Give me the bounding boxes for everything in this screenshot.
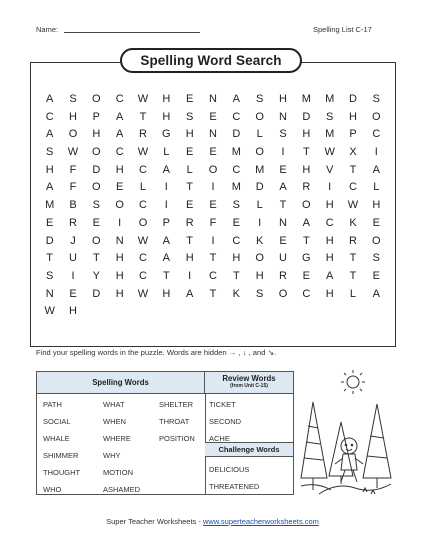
grid-letter[interactable]: O bbox=[68, 128, 78, 141]
grid-letter[interactable]: T bbox=[162, 269, 170, 282]
review-words-header bbox=[205, 372, 293, 394]
grid-letter[interactable]: C bbox=[45, 110, 54, 123]
grid-letter[interactable]: L bbox=[256, 128, 263, 141]
grid-letter[interactable]: D bbox=[255, 181, 264, 194]
grid-letter[interactable]: H bbox=[325, 199, 334, 212]
grid-letter[interactable]: E bbox=[232, 216, 240, 229]
grid-letter[interactable]: K bbox=[232, 287, 240, 300]
grid-letter[interactable]: U bbox=[69, 252, 77, 265]
grid-letter[interactable]: E bbox=[279, 163, 287, 176]
grid-letter[interactable]: W bbox=[67, 145, 79, 158]
grid-letter[interactable]: T bbox=[232, 269, 240, 282]
grid-letter[interactable]: W bbox=[44, 305, 55, 318]
grid-letter[interactable]: R bbox=[279, 269, 287, 282]
review-word: TICKET bbox=[209, 400, 236, 409]
grid-letter[interactable]: C bbox=[232, 234, 241, 247]
grid-letter[interactable]: T bbox=[349, 269, 357, 282]
grid-letter[interactable]: C bbox=[372, 128, 381, 141]
grid-letter[interactable]: H bbox=[349, 110, 357, 123]
grid-letter[interactable]: N bbox=[279, 216, 287, 229]
grid-letter[interactable]: A bbox=[302, 216, 310, 229]
grid-letter[interactable]: F bbox=[69, 181, 77, 194]
grid-letter[interactable]: A bbox=[162, 252, 170, 265]
grid-letter[interactable]: S bbox=[255, 92, 264, 105]
grid-letter[interactable]: S bbox=[279, 128, 287, 141]
grid-letter[interactable]: K bbox=[349, 216, 357, 229]
grid-letter[interactable]: E bbox=[372, 269, 380, 282]
grid-letter[interactable]: N bbox=[209, 92, 217, 105]
grid-letter[interactable]: S bbox=[325, 110, 334, 123]
grid-letter[interactable]: M bbox=[301, 92, 311, 105]
grid-letter[interactable]: E bbox=[372, 216, 380, 229]
challenge-words-header-text: Challenge Words bbox=[218, 445, 280, 454]
grid-letter[interactable]: L bbox=[349, 287, 357, 300]
grid-letter[interactable]: C bbox=[139, 269, 147, 282]
footer-prefix: Super Teacher Worksheets - bbox=[106, 517, 203, 526]
grid-letter[interactable]: A bbox=[372, 287, 380, 300]
grid-letter[interactable]: A bbox=[279, 181, 287, 194]
grid-letter[interactable]: E bbox=[115, 181, 124, 194]
grid-letter[interactable]: T bbox=[302, 234, 310, 247]
grid-letter[interactable]: P bbox=[349, 128, 357, 141]
grid-letter[interactable]: O bbox=[255, 252, 264, 265]
grid-letter[interactable]: D bbox=[232, 128, 241, 141]
grid-letter[interactable]: A bbox=[45, 181, 54, 194]
page-title-text: Spelling Word Search bbox=[140, 53, 282, 68]
grid-letter[interactable]: C bbox=[232, 163, 241, 176]
grid-letter[interactable]: O bbox=[372, 110, 381, 123]
grid-letter[interactable]: R bbox=[349, 234, 357, 247]
grid-letter[interactable]: H bbox=[325, 252, 334, 265]
spelling-word: WHY bbox=[103, 451, 121, 460]
grid-letter[interactable]: H bbox=[115, 287, 124, 300]
footer-link[interactable]: www.superteacherworksheets.com bbox=[202, 517, 319, 526]
grid-letter[interactable]: H bbox=[185, 128, 194, 141]
grid-letter[interactable]: H bbox=[115, 163, 124, 176]
grid-letter[interactable]: S bbox=[45, 269, 54, 282]
grid-letter[interactable]: N bbox=[209, 128, 217, 141]
grid-letter[interactable]: I bbox=[281, 145, 285, 158]
grid-letter[interactable]: T bbox=[186, 234, 194, 247]
grid-letter[interactable]: L bbox=[256, 199, 263, 212]
grid-letter[interactable]: E bbox=[185, 145, 194, 158]
grid-letter[interactable]: S bbox=[372, 92, 380, 105]
grid-letter[interactable]: A bbox=[325, 269, 334, 282]
grid-letter[interactable]: T bbox=[209, 252, 217, 265]
letter-grid bbox=[38, 90, 388, 338]
grid-letter[interactable]: O bbox=[278, 287, 288, 300]
grid-letter[interactable]: O bbox=[92, 92, 101, 105]
grid-letter[interactable]: T bbox=[92, 252, 100, 265]
spelling-word: WHALE bbox=[43, 434, 70, 443]
grid-letter[interactable]: S bbox=[232, 199, 240, 212]
grid-letter[interactable]: W bbox=[137, 92, 149, 105]
grid-letter[interactable]: I bbox=[211, 181, 215, 194]
grid-letter[interactable]: E bbox=[279, 234, 287, 247]
grid-letter[interactable]: I bbox=[164, 199, 168, 212]
grid-letter[interactable]: C bbox=[139, 163, 147, 176]
grid-letter[interactable]: N bbox=[279, 110, 287, 123]
grid-letter[interactable]: E bbox=[185, 199, 194, 212]
grid-letter[interactable]: O bbox=[92, 181, 101, 194]
grid-letter[interactable]: I bbox=[211, 234, 215, 247]
grid-letter[interactable]: D bbox=[92, 163, 101, 176]
grid-letter[interactable]: I bbox=[328, 181, 332, 194]
grid-letter[interactable]: K bbox=[255, 234, 264, 247]
grid-letter[interactable]: C bbox=[115, 145, 124, 158]
review-words-header-text: Review Words bbox=[222, 374, 276, 383]
grid-letter[interactable]: H bbox=[302, 128, 311, 141]
grid-letter[interactable]: E bbox=[209, 145, 217, 158]
grid-letter[interactable]: A bbox=[45, 128, 54, 141]
grid-letter[interactable]: W bbox=[137, 287, 149, 300]
grid-letter[interactable]: E bbox=[92, 216, 100, 229]
grid-letter[interactable]: L bbox=[373, 181, 380, 194]
grid-letter[interactable]: J bbox=[70, 234, 76, 247]
grid-letter[interactable]: T bbox=[139, 110, 147, 123]
grid-letter[interactable]: H bbox=[115, 252, 124, 265]
grid-letter[interactable]: H bbox=[162, 92, 171, 105]
grid-letter[interactable]: L bbox=[163, 145, 170, 158]
spelling-word: WHO bbox=[43, 485, 62, 494]
challenge-word: THREATENED bbox=[209, 482, 260, 491]
grid-letter[interactable]: C bbox=[349, 181, 357, 194]
grid-letter[interactable]: I bbox=[188, 269, 192, 282]
grid-letter[interactable]: S bbox=[69, 92, 77, 105]
name-label: Name: bbox=[36, 25, 59, 34]
grid-letter[interactable]: L bbox=[186, 163, 193, 176]
grid-letter[interactable]: B bbox=[69, 199, 77, 212]
grid-letter[interactable]: T bbox=[349, 252, 357, 265]
grid-letter[interactable]: R bbox=[185, 216, 194, 229]
grid-letter[interactable]: F bbox=[209, 216, 217, 229]
grid-letter[interactable]: I bbox=[71, 269, 75, 282]
grid-letter[interactable]: H bbox=[69, 110, 77, 123]
grid-letter[interactable]: M bbox=[231, 145, 241, 158]
grid-letter[interactable]: A bbox=[185, 287, 194, 300]
grid-letter[interactable]: E bbox=[69, 287, 77, 300]
worksheet-header bbox=[0, 0, 425, 34]
spelling-word: THROAT bbox=[159, 417, 190, 426]
grid-letter[interactable]: U bbox=[279, 252, 287, 265]
grid-letter[interactable]: R bbox=[139, 128, 147, 141]
spelling-word: WHERE bbox=[103, 434, 131, 443]
grid-letter[interactable]: D bbox=[302, 110, 311, 123]
grid-letter[interactable]: H bbox=[279, 92, 287, 105]
grid-letter[interactable]: W bbox=[137, 234, 149, 247]
grid-letter[interactable]: T bbox=[302, 145, 310, 158]
name-input-line[interactable] bbox=[64, 32, 200, 33]
grid-letter[interactable]: M bbox=[325, 92, 335, 105]
grid-letter[interactable]: C bbox=[232, 110, 241, 123]
grid-letter[interactable]: O bbox=[372, 234, 381, 247]
grid-letter[interactable]: D bbox=[349, 92, 357, 105]
grid-letter[interactable]: D bbox=[92, 287, 101, 300]
grid-letter[interactable]: I bbox=[258, 216, 262, 229]
review-word: ACHE bbox=[209, 434, 230, 443]
spelling-word: MOTION bbox=[103, 468, 133, 477]
grid-letter[interactable]: M bbox=[255, 163, 265, 176]
grid-letter[interactable]: O bbox=[138, 216, 148, 229]
review-word: SECOND bbox=[209, 417, 242, 426]
grid-letter[interactable]: H bbox=[372, 199, 381, 212]
grid-letter[interactable]: O bbox=[302, 199, 311, 212]
spelling-word: WHAT bbox=[103, 400, 125, 409]
grid-letter[interactable]: M bbox=[325, 128, 335, 141]
grid-letter[interactable]: O bbox=[255, 110, 264, 123]
grid-letter[interactable]: E bbox=[209, 199, 217, 212]
challenge-words-header bbox=[205, 442, 293, 457]
grid-letter[interactable]: T bbox=[279, 199, 287, 212]
grid-letter[interactable]: I bbox=[164, 181, 168, 194]
grid-letter[interactable]: A bbox=[162, 163, 170, 176]
spelling-word: ASHAMED bbox=[103, 485, 141, 494]
grid-letter[interactable]: A bbox=[372, 163, 380, 176]
grid-letter[interactable]: T bbox=[209, 287, 217, 300]
review-words-subheader: (from Unit C-15) bbox=[230, 383, 268, 389]
grid-letter[interactable]: R bbox=[69, 216, 77, 229]
grid-letter[interactable]: C bbox=[209, 269, 217, 282]
grid-letter[interactable]: W bbox=[347, 199, 359, 212]
grid-letter[interactable]: P bbox=[162, 216, 170, 229]
grid-letter[interactable]: H bbox=[325, 287, 334, 300]
grid-letter[interactable]: H bbox=[185, 252, 194, 265]
spelling-word: SHELTER bbox=[159, 400, 194, 409]
grid-letter[interactable]: S bbox=[185, 110, 194, 123]
grid-letter[interactable]: S bbox=[45, 145, 54, 158]
grid-letter[interactable]: A bbox=[162, 234, 170, 247]
grid-letter[interactable]: H bbox=[115, 269, 124, 282]
child-walking-in-forest-illustration bbox=[297, 366, 393, 498]
grid-letter[interactable]: A bbox=[115, 128, 124, 141]
grid-letter[interactable]: O bbox=[92, 234, 101, 247]
grid-letter[interactable]: T bbox=[186, 181, 194, 194]
grid-letter[interactable]: O bbox=[208, 163, 218, 176]
spelling-word: POSITION bbox=[159, 434, 195, 443]
grid-letter[interactable]: H bbox=[232, 252, 241, 265]
grid-letter[interactable]: S bbox=[255, 287, 264, 300]
grid-letter[interactable]: W bbox=[137, 145, 149, 158]
grid-letter[interactable]: H bbox=[325, 234, 334, 247]
spelling-word: SOCIAL bbox=[43, 417, 71, 426]
instructions: Find your spelling words in the puzzle. Words are hidden → , ↓ , and ↘. bbox=[36, 348, 277, 357]
word-bank bbox=[36, 371, 294, 495]
grid-letter[interactable]: O bbox=[115, 199, 124, 212]
grid-letter[interactable]: T bbox=[46, 252, 54, 265]
grid-letter[interactable]: H bbox=[45, 163, 54, 176]
grid-letter[interactable]: H bbox=[162, 110, 171, 123]
grid-letter[interactable]: N bbox=[115, 234, 124, 247]
grid-letter[interactable]: G bbox=[162, 128, 171, 141]
grid-letter[interactable]: E bbox=[209, 110, 217, 123]
page-title bbox=[120, 48, 302, 73]
grid-letter[interactable]: D bbox=[45, 234, 54, 247]
grid-letter[interactable]: X bbox=[349, 145, 357, 158]
grid-letter[interactable]: E bbox=[45, 216, 54, 229]
grid-letter[interactable]: I bbox=[118, 216, 122, 229]
grid-letter[interactable]: V bbox=[325, 163, 334, 176]
grid-letter[interactable]: P bbox=[92, 110, 100, 123]
spelling-list-label: Spelling List C-17 bbox=[313, 25, 372, 34]
spelling-word: SHIMMER bbox=[43, 451, 79, 460]
grid-letter[interactable]: E bbox=[302, 269, 310, 282]
grid-letter[interactable]: M bbox=[231, 181, 241, 194]
grid-letter[interactable]: C bbox=[139, 252, 147, 265]
spelling-words-header-text: Spelling Words bbox=[92, 378, 149, 387]
grid-letter[interactable]: T bbox=[349, 163, 357, 176]
grid-letter[interactable]: C bbox=[302, 287, 311, 300]
grid-letter[interactable]: A bbox=[45, 92, 54, 105]
grid-letter[interactable]: I bbox=[374, 145, 378, 158]
grid-letter[interactable]: A bbox=[232, 92, 240, 105]
grid-letter[interactable]: H bbox=[255, 269, 264, 282]
grid-letter[interactable]: E bbox=[185, 92, 194, 105]
footer bbox=[0, 517, 425, 526]
grid-letter[interactable]: O bbox=[255, 145, 264, 158]
grid-letter[interactable]: H bbox=[92, 128, 101, 141]
grid-letter[interactable]: C bbox=[325, 216, 334, 229]
grid-letter[interactable]: G bbox=[302, 252, 311, 265]
grid-letter[interactable]: C bbox=[139, 199, 147, 212]
grid-letter[interactable]: A bbox=[115, 110, 124, 123]
grid-letter[interactable]: S bbox=[372, 252, 380, 265]
grid-letter[interactable]: M bbox=[45, 199, 55, 212]
grid-letter[interactable]: S bbox=[92, 199, 100, 212]
grid-letter[interactable]: Y bbox=[92, 269, 100, 282]
grid-letter[interactable]: R bbox=[302, 181, 311, 194]
grid-letter[interactable]: H bbox=[302, 163, 311, 176]
grid-letter[interactable]: N bbox=[45, 287, 54, 300]
spelling-word: WHEN bbox=[103, 417, 126, 426]
challenge-word: DELICIOUS bbox=[209, 465, 250, 474]
grid-letter[interactable]: W bbox=[324, 145, 335, 158]
spelling-words-header bbox=[37, 372, 205, 394]
grid-letter[interactable]: H bbox=[69, 305, 77, 318]
grid-letter[interactable]: O bbox=[92, 145, 101, 158]
grid-letter[interactable]: C bbox=[115, 92, 124, 105]
grid-letter[interactable]: F bbox=[69, 163, 77, 176]
grid-letter[interactable]: H bbox=[162, 287, 171, 300]
spelling-word: PATH bbox=[43, 400, 62, 409]
grid-letter[interactable]: L bbox=[139, 181, 147, 194]
spelling-word: THOUGHT bbox=[43, 468, 81, 477]
